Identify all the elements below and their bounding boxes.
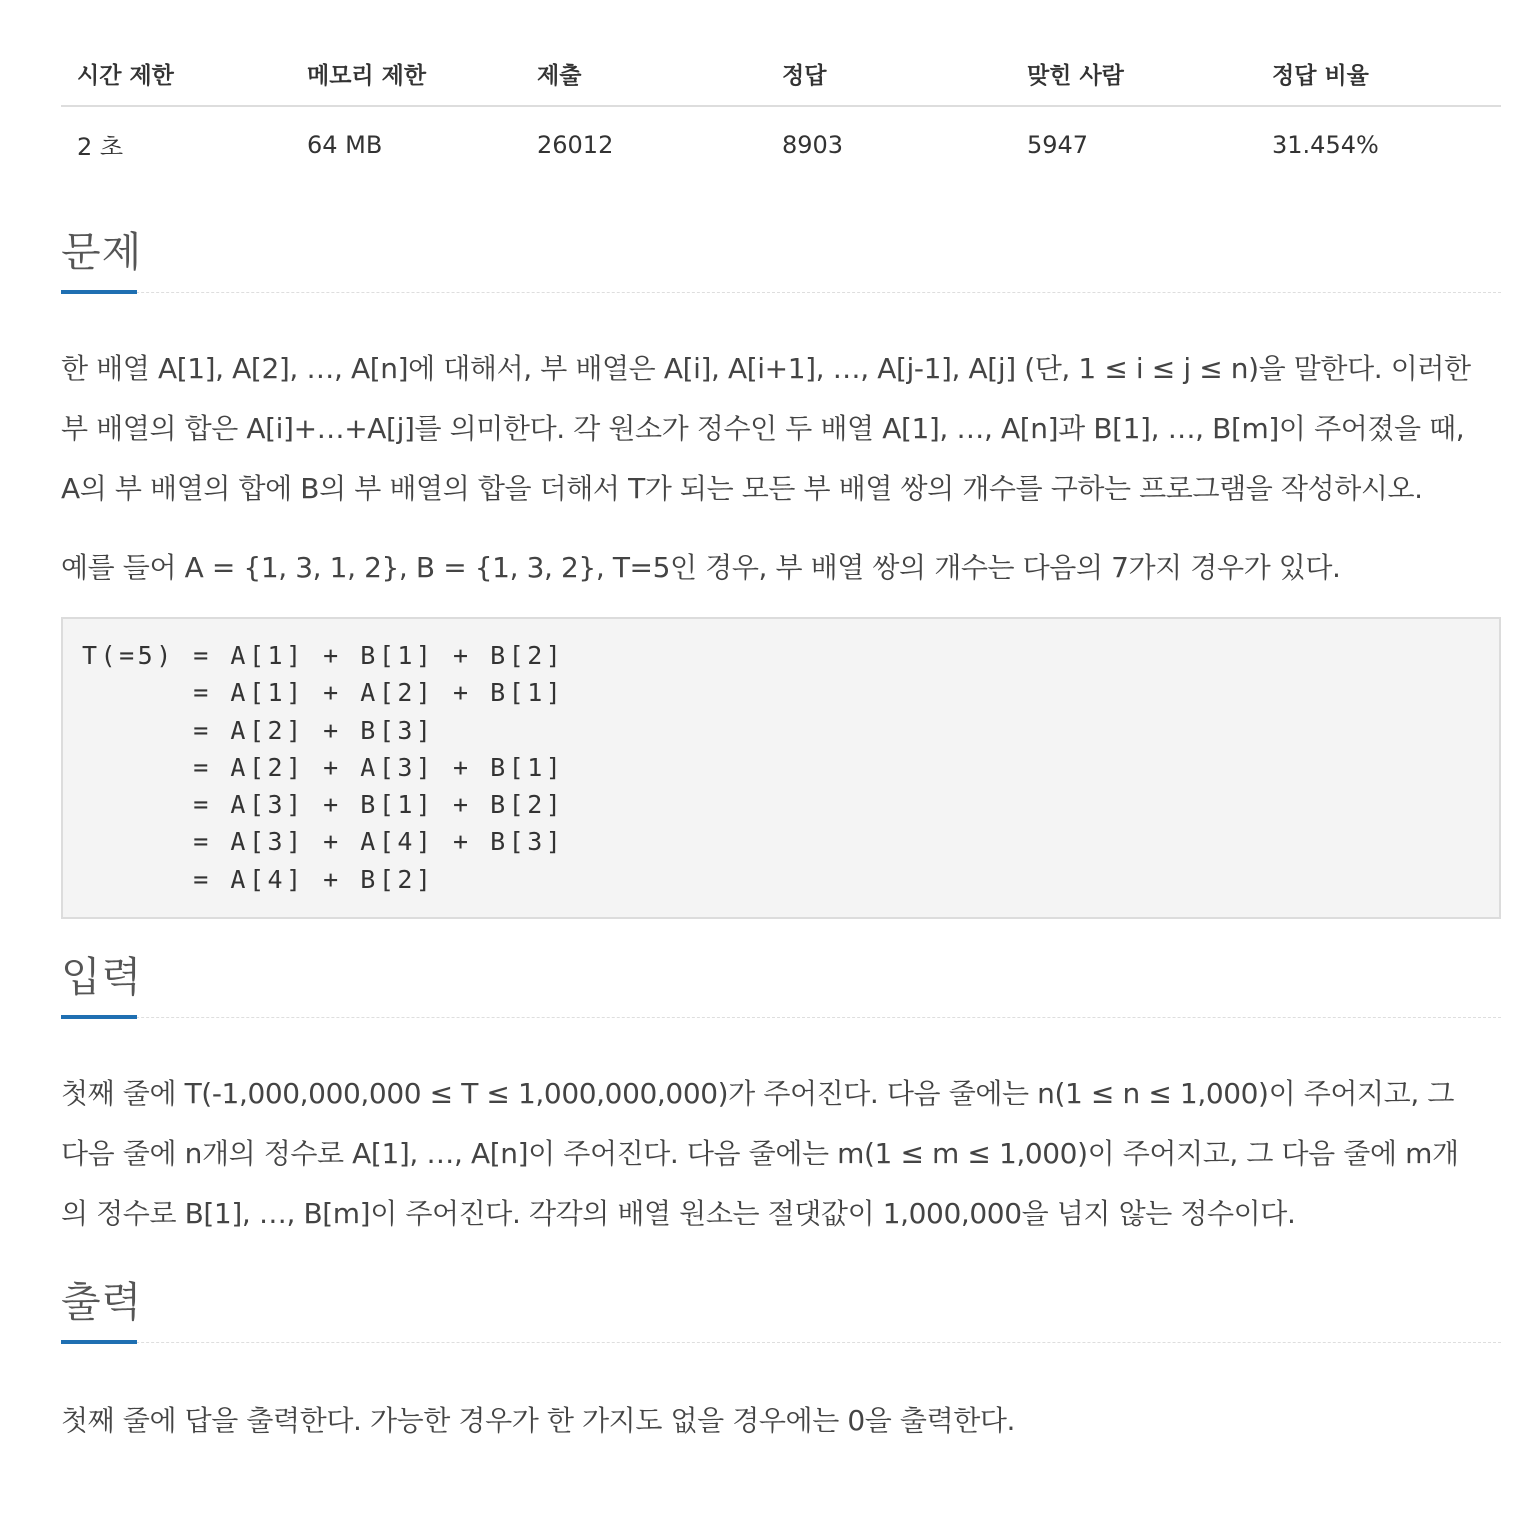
problem-page — [61, 40, 1501, 1451]
memory-limit-value: 64 MB — [307, 130, 383, 159]
solvers-header: 맞힌 사람 — [1011, 40, 1256, 106]
solvers-value: 5947 — [1027, 130, 1089, 159]
output-description — [61, 1391, 1501, 1451]
problem-section-header — [61, 216, 1501, 293]
output-line: 첫째 줄에 답을 출력한다. 가능한 경우가 한 가지도 없을 경우에는 0을 출력한다. — [61, 1404, 1016, 1437]
info-value-row — [61, 106, 1501, 172]
time-limit-value: 2 초 — [77, 133, 124, 161]
problem-description — [61, 339, 1501, 519]
submissions-value: 26012 — [537, 130, 614, 159]
section-accent-bar — [61, 1015, 137, 1019]
time-limit-header: 시간 제한 — [61, 40, 291, 106]
accepted-header: 정답 — [766, 40, 1011, 106]
section-accent-bar — [61, 290, 137, 294]
problem-line: A의 부 배열의 합에 B의 부 배열의 합을 더해서 T가 되는 모든 부 배열 쌍의 개수를 구하는 프로그램을 작성하시오. — [61, 472, 1423, 505]
problem-title: 문제 — [61, 228, 143, 276]
example-intro: 예를 들어 A = {1, 3, 1, 2}, B = {1, 3, 2}, T=5인 경우, 부 배열 쌍의 개수는 다음의 7가지 경우가 있다. — [61, 551, 1341, 584]
accepted-value: 8903 — [782, 130, 844, 159]
section-accent-bar — [61, 1340, 137, 1344]
input-line: 의 정수로 B[1], …, B[m]이 주어진다. 각각의 배열 원소는 절댓값이 1,000,000을 넘지 않는 정수이다. — [61, 1197, 1296, 1230]
accept-ratio-value: 31.454% — [1272, 130, 1379, 159]
problem-line: 한 배열 A[1], A[2], …, A[n]에 대해서, 부 배열은 A[i], A[i+1], …, A[j-1], A[j] (단, 1 ≤ i ≤ j ≤ n)을 말한다. 이러한 — [61, 352, 1471, 385]
output-title: 출력 — [61, 1278, 143, 1326]
example-code-block: T(=5) = A[1] + B[1] + B[2] = A[1] + A[2] + B[1] = A[2] + B[3] = A[2] + A[3] + B[1] = A[3] + B[1] + B[2] = A[3] + A[4] + B[3] = A[4] + B[2] — [61, 617, 1501, 919]
output-section-header — [61, 1266, 1501, 1343]
input-section-header — [61, 941, 1501, 1018]
submissions-header: 제출 — [521, 40, 766, 106]
input-line: 첫째 줄에 T(-1,000,000,000 ≤ T ≤ 1,000,000,000)가 주어진다. 다음 줄에는 n(1 ≤ n ≤ 1,000)이 주어지고, 그 — [61, 1077, 1454, 1110]
memory-limit-header: 메모리 제한 — [291, 40, 521, 106]
input-line: 다음 줄에 n개의 정수로 A[1], …, A[n]이 주어진다. 다음 줄에는 m(1 ≤ m ≤ 1,000)이 주어지고, 그 다음 줄에 m개 — [61, 1137, 1459, 1170]
accept-ratio-header: 정답 비율 — [1256, 40, 1501, 106]
input-description — [61, 1064, 1501, 1244]
problem-info-table — [61, 40, 1501, 172]
problem-line: 부 배열의 합은 A[i]+…+A[j]를 의미한다. 각 원소가 정수인 두 배열 A[1], …, A[n]과 B[1], …, B[m]이 주어졌을 때, — [61, 412, 1465, 445]
info-header-row — [61, 40, 1501, 106]
input-title: 입력 — [61, 953, 143, 1001]
